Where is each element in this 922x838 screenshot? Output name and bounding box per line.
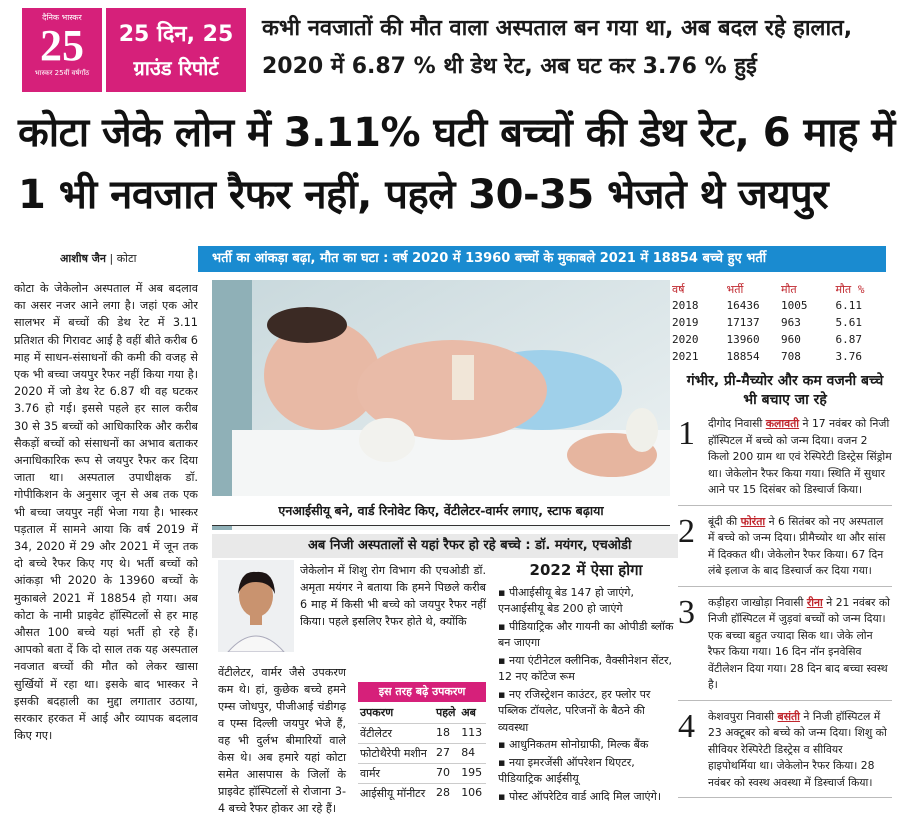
case-name: बसंती [777, 709, 800, 723]
case-name: फोरंता [740, 514, 766, 528]
baby-illustration [212, 280, 670, 530]
case-text: ने 6 सितंबर को नए अस्पताल में बच्चे को जन्म दिया। प्रीमैच्योर था और सांस में दिक्कत थी। जेकेलोन रैफर किया। 67 दिन लंबे इलाज के बाद डिस्चार्ज कर दिया गया। [708, 514, 886, 577]
case-number: 2 [678, 512, 695, 550]
doctor-quote-text-2: वेंटीलेटर, वार्मर जैसे उपकरण कम थे। हां, कुछेक बच्चे हमने एम्स जोधपुर, पीजीआई चंडीगढ़ व एम्स दिल्ली जयपुर भेजे हैं, वह भी दुर्लभ बीमारियों वाले केस थे। अब हमारे यहां कोटा समेत आसपास के जिलों के प्राइवेट हॉस्पिटलों से रोजाना 3-4 बच्चे रैफर होकर आ रहे हैं। [218, 666, 346, 815]
doctor-subheading: अब निजी अस्पतालों से यहां रैफर हो रहे बच्चे : डॉ. मयंगर, एचओडी [212, 534, 678, 558]
case-item [678, 595, 892, 701]
future-item: ▪ पीडियाट्रिक और गायनी का ओपीडी ब्लॉक बन जाएगा [498, 619, 674, 652]
case-item [678, 514, 892, 587]
future-item: ▪ नए रजिस्ट्रेशन काउंटर, हर फ्लोर पर पब्लिक टॉयलेट, परिजनों के बैठने की व्यवस्था [498, 687, 674, 737]
stats-row [672, 348, 890, 365]
equipment-cell: 106 [459, 784, 486, 804]
stats-banner: भर्ती का आंकड़ा बढ़ा, मौत का घटा : वर्ष 2020 में 13960 बच्चों के मुकाबले 2021 में 18854 बच्चे हुए भर्ती [198, 246, 886, 272]
future-title: 2022 में ऐसा होगा [529, 561, 643, 579]
case-text: ने निजी हॉस्पिटल में 23 अक्टूबर को बच्चे को जन्म दिया। शिशु को सीवियर रेस्पिरेटी डिस्ट्रेस व सीवियर हाइपोथर्मिया था। जेकेलोन रैफर किया। 28 नवंबर को स्वस्थ अवस्था में डिस्चार्ज किया। [708, 709, 887, 789]
main-headline: कोटा जेके लोन में 3.11% घटी बच्चों की डेथ रेट, 6 माह में 1 भी नवजात रैफर नहीं, पहले 30-35 भेजते थे जयपुर [18, 110, 895, 218]
byline-author: आशीष जैन [60, 252, 107, 265]
stats-row [672, 331, 890, 348]
stats-cell: 5.61 [835, 316, 862, 329]
equipment-cell: 28 [434, 784, 459, 804]
stats-cell: 2018 [672, 299, 699, 312]
left-article-column: कोटा के जेकेलोन अस्पताल में अब बदलाव का असर नजर आने लगा है। जहां एक ओर सालभर में बच्चों की डेथ रेट में 3.11 प्रतिशत की गिरावट आई है वहीं बीते करीब 6 माह में साधन-संसाधनों की कमी की वजह से एक भी बच्चा जयपुर रैफर नहीं किया गया है। 2020 में जो डेथ रेट 6.87 थी वह घटकर 3.76 हो गई। इससे पहले हर साल करीब 30 से 35 बच्चों को आधिकारिक और करीब सैकड़ों बच्चों को संसाधनों का अभाव बताकर अनाधिकारिक रूप से जयपुर रैफर कर दिया जाता था। अस्पताल उपाधीक्षक डॉ. गोपीकिशन के अनुसार जून से अब तक एक भी बच्चा जयपुर नहीं भेजा गया है। भास्कर पड़ताल में सामने आया कि वर्ष 2019 में 34, 2020 में 29 और 2021 में जून तक दो बच्चे रैफर किए गए थे। भर्ती बच्चों को आंकड़ा भी 2020 के 13960 बच्चों के मुकाबले 2021 में 18854 हो गया। अब कोटा के नामी प्राइवेट हॉस्पिटलों से हर माह औसत 100 बच्चे यहां भर्ती हो रहे हैं। आपको बता दें कि दो साल तक यह अस्पताल नवजात बच्चों की मौत को लेकर खासा सुर्खियों में रहा था। इसके बाद भास्कर ने इसकी बदहाली का मुद्दा लगातार उठाया, सरकार हरकत में आई और व्यापक बदलाव किए गए। [14, 282, 198, 743]
equipment-header: अब [461, 706, 476, 719]
case-number: 3 [678, 593, 695, 631]
stats-cell: 13960 [726, 333, 760, 346]
newspaper-logo [22, 8, 102, 92]
future-item: ▪ पोस्ट ऑपरेटिव वार्ड आदि मिल जाएंगे। [498, 789, 674, 806]
stats-cell: 6.87 [835, 333, 862, 346]
equipment-header: पहले [435, 706, 456, 719]
case-item [678, 709, 892, 799]
series-line-1: 25 दिन, 25 [118, 22, 234, 47]
doctor-photo [218, 560, 294, 652]
future-item: ▪ आधुनिकतम सोनोग्राफी, मिल्क बैंक [498, 737, 674, 754]
stats-header: वर्ष [672, 283, 685, 296]
byline: आशीष जैन | कोटा [60, 252, 137, 265]
logo-top-text: दैनिक भास्कर [42, 13, 82, 22]
case-text: ने 17 नवंबर को निजी हॉस्पिटल में बच्चे को जन्म दिया। वजन 2 किलो 200 ग्राम था एवं रेस्पिरेटी डिस्ट्रेस सिंड्रोम था। जेकेलोन रैफर किया गया। स्थिति में सुधार आने पर 15 दिसंबर को डिस्चार्ज किया। [708, 417, 892, 496]
case-name: कलावती [765, 417, 800, 430]
future-item: ▪ नया एंटीनेटल क्लीनिक, वैक्सीनेशन सेंटर, 12 नए कॉटेज रूम [498, 653, 674, 686]
equipment-cell: आईसीयू मॉनीटर [358, 784, 434, 804]
kicker-headline: कभी नवजातों की मौत वाला अस्पताल बन गया था, अब बदल रहे हालात, 2020 में 6.87 % थी डेथ रेट, अब घट कर 3.76 % हुई [262, 16, 853, 79]
equipment-box [358, 682, 486, 803]
future-list [498, 585, 674, 806]
doctor-portrait [218, 560, 294, 652]
future-plans-box [498, 562, 674, 806]
byline-place: कोटा [116, 252, 137, 265]
equipment-cell: वेंटीलेटर [358, 724, 434, 744]
stats-header: मौत [781, 283, 797, 296]
equipment-cell: फोटोथैरेपी मशीन [358, 744, 434, 764]
case-prefix: कड़ीहरा जाखोड़ा निवासी [708, 595, 804, 609]
equipment-cell: 70 [434, 764, 459, 784]
photo-caption: एनआईसीयू बने, वार्ड रिनोवेट किए, वेंटीलेटर-वार्मर लगाए, स्टाफ बढ़ाया [212, 496, 670, 526]
stats-cell: 708 [781, 350, 801, 363]
equipment-row [358, 744, 486, 764]
equipment-cell: वार्मर [358, 764, 434, 784]
cases-title: गंभीर, प्री-मैच्योर और कम वजनी बच्चे भी बचाए जा रहे [686, 373, 884, 408]
stats-cell: 16436 [726, 299, 760, 312]
equipment-cell: 27 [434, 744, 459, 764]
stats-cell: 17137 [726, 316, 760, 329]
stats-cell: 1005 [781, 299, 808, 312]
case-number: 1 [678, 415, 695, 452]
case-text: ने 21 नवंबर को निजी हॉस्पिटल में जुड़वां बच्चों को जन्म दिया। एक बच्चा बहुत ज्यादा सिक था। जेके लोन रैफर किया गया। 16 दिन नॉन इनवेसिव वेंटीलेशन दिया गया। 28 दिन बाद बच्चा स्वस्थ है। [708, 595, 890, 691]
case-prefix: बूंदी की [708, 514, 738, 528]
equipment-table [358, 702, 486, 803]
stats-cell: 18854 [726, 350, 760, 363]
stats-header-row [672, 282, 890, 297]
stats-cell: 6.11 [835, 299, 862, 312]
case-prefix: केशवपुरा निवासी [708, 709, 775, 723]
stats-header: भर्ती [726, 283, 744, 296]
stats-cell: 960 [781, 333, 801, 346]
series-line-2: ग्राउंड रिपोर्ट [133, 56, 219, 80]
stats-cell: 963 [781, 316, 801, 329]
case-item [678, 416, 892, 506]
equipment-row [358, 724, 486, 744]
equipment-cell: 113 [459, 724, 486, 744]
stats-header: मौत % [835, 283, 865, 296]
stats-cell: 2019 [672, 316, 699, 329]
stats-row [672, 314, 890, 331]
stats-cell: 3.76 [835, 350, 862, 363]
equipment-row [358, 784, 486, 804]
case-name: रीना [806, 595, 823, 609]
baby-photo [212, 280, 670, 530]
stats-cell: 2020 [672, 333, 699, 346]
equipment-cell: 84 [459, 744, 486, 764]
equipment-header: उपकरण [360, 706, 394, 719]
logo-bottom-text: भास्कर 25वीं वर्षगाँठ [34, 69, 90, 77]
equipment-cell: 195 [459, 764, 486, 784]
series-badge [106, 8, 246, 92]
case-prefix: दीगोद निवासी [708, 417, 763, 430]
masthead [0, 0, 922, 96]
equipment-title: इस तरह बढ़े उपकरण [358, 682, 486, 702]
cases-column [678, 372, 892, 832]
stats-cell: 2021 [672, 350, 699, 363]
future-item: ▪ नया इमरजेंसी ऑपरेशन थिएटर, पीडियाट्रिक आईसीयू [498, 755, 674, 788]
logo-number: 25 [40, 21, 84, 70]
death-rate-table [672, 282, 890, 365]
stats-row [672, 297, 890, 314]
equipment-cell: 18 [434, 724, 459, 744]
doctor-quote-text-1: जेकेलोन में शिशु रोग विभाग की एचओडी डॉ. अमृता मयंगर ने बताया कि हमने पिछले करीब 6 माह में किसी भी बच्चे को जयपुर रैफर नहीं किया। पहले इसलिए रैफर होते थे, क्योंकि [300, 564, 486, 628]
equipment-row [358, 764, 486, 784]
future-item: ▪ पीआईसीयू बेड 147 हो जाएंगे, एनआईसीयू बेड 200 हो जाएंगे [498, 585, 674, 618]
case-number: 4 [678, 707, 695, 745]
